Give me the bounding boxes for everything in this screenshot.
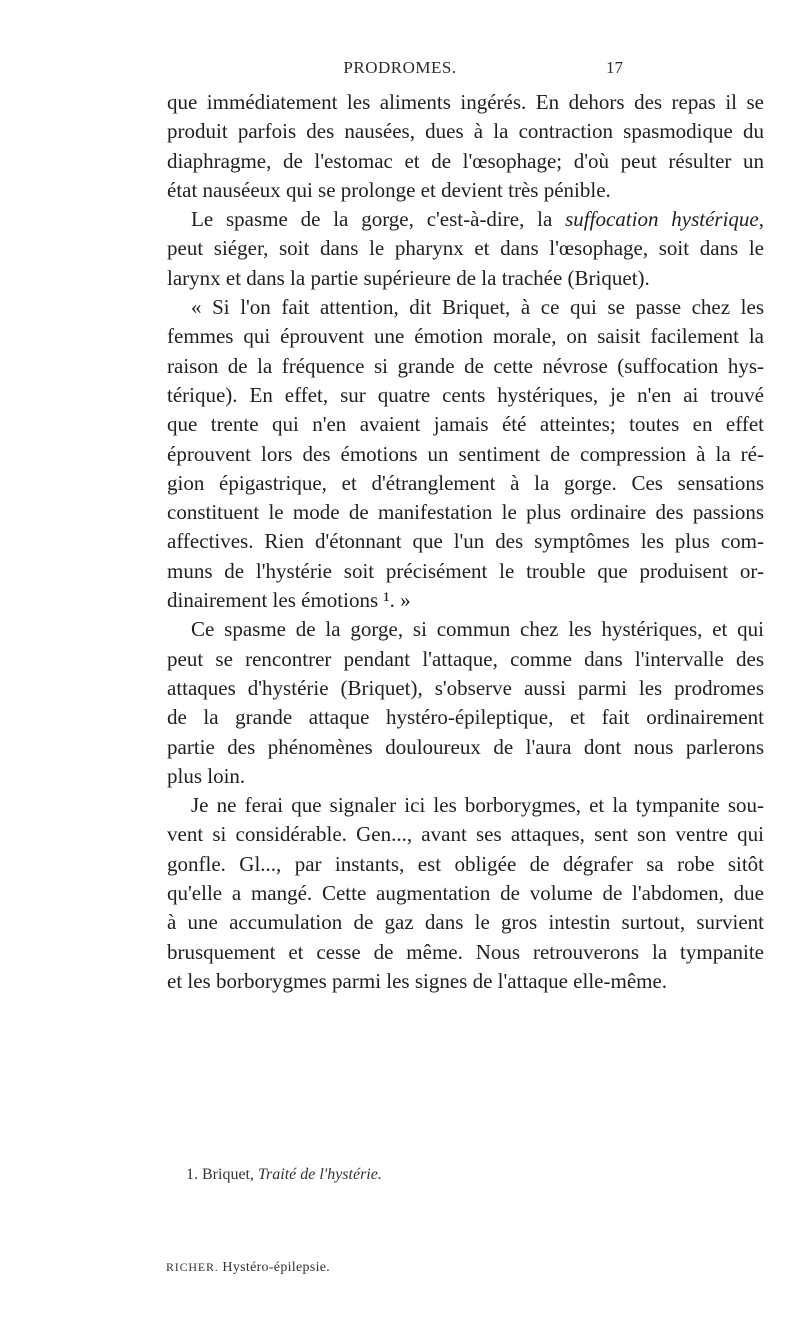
- printer-signature: [166, 1260, 330, 1276]
- text-line: larynx et dans la partie supérieure de la trachée (Briquet).: [167, 265, 650, 290]
- text-line: constituent le mode de manifestation le plus ordinaire des passions: [167, 500, 764, 525]
- text-segment: Le spasme de la gorge, c'est-à-dire, la: [191, 207, 566, 232]
- text-line: affectives. Rien d'étonnant que l'un des symptômes les plus com-: [167, 529, 764, 554]
- running-head: [0, 58, 800, 82]
- footnote: [186, 1166, 382, 1184]
- signature-work: Hystéro-épilepsie.: [222, 1260, 331, 1275]
- text-segment: ,: [758, 207, 764, 232]
- text-line: brusquement et cesse de même. Nous retrouverons la tympanite: [167, 939, 764, 964]
- text-line: peut siéger, soit dans le pharynx et dans l'œsophage, soit dans le: [167, 236, 764, 261]
- text-line: raison de la fréquence si grande de cette névrose (suffocation hys-: [167, 353, 764, 378]
- text-line: dinairement les émotions ¹. »: [167, 588, 411, 613]
- page-number: 17: [606, 58, 623, 77]
- text-line: partie des phénomènes douloureux de l'aura dont nous parlerons: [167, 734, 764, 759]
- text-line: produit parfois des nausées, dues à la contraction spasmodique du: [167, 119, 764, 144]
- text-line: gion épigastrique, et d'étranglement à la gorge. Ces sensations: [167, 470, 764, 495]
- signature-author: RICHER.: [166, 1260, 219, 1274]
- text-line: diaphragme, de l'estomac et de l'œsophage; d'où peut résulter un: [167, 148, 764, 173]
- text-line: Ce spasme de la gorge, si commun chez les hystériques, et qui: [191, 617, 764, 642]
- text-line: éprouvent lors des émotions un sentiment de compression à la ré-: [167, 441, 764, 466]
- text-line: que immédiatement les aliments ingérés. En dehors des repas il se: [167, 90, 764, 114]
- text-line: plus loin.: [167, 763, 246, 788]
- text-line: et les borborygmes parmi les signes de l'attaque elle-même.: [167, 968, 668, 993]
- text-line: gonfle. Gl..., par instants, est obligée de dégrafer sa robe sitôt: [167, 851, 764, 876]
- text-line: état nauséeux qui se prolonge et devient très pénible.: [167, 177, 611, 202]
- text-line: vent si considérable. Gen..., avant ses attaques, sent son ventre qui: [167, 822, 764, 847]
- italic-term: suffocation hystérique: [565, 207, 759, 232]
- footnote-number: 1.: [186, 1166, 198, 1183]
- text-line: attaques d'hystérie (Briquet), s'observe aussi parmi les prodromes: [167, 675, 764, 700]
- running-title: PRODROMES.: [343, 58, 457, 77]
- text-line: femmes qui éprouvent une émotion morale, on saisit facilement la: [167, 324, 764, 349]
- text-line: Je ne ferai que signaler ici les borborygmes, et la tympanite sou-: [191, 793, 764, 818]
- footnote-title: Traité de l'hystérie.: [258, 1166, 382, 1183]
- text-line: muns de l'hystérie soit précisément le trouble que produisent or-: [167, 558, 764, 583]
- text-line: peut se rencontrer pendant l'attaque, comme dans l'intervalle des: [167, 646, 764, 671]
- text-line: à une accumulation de gaz dans le gros intestin surtout, survient: [167, 910, 764, 935]
- text-line: [167, 205, 764, 234]
- footnote-author: Briquet,: [202, 1166, 254, 1183]
- text-line: térique). En effet, sur quatre cents hystériques, je n'en ai trouvé: [167, 382, 764, 407]
- text-line: « Si l'on fait attention, dit Briquet, à ce qui se passe chez les: [191, 295, 764, 320]
- text-line: de la grande attaque hystéro-épileptique, et fait ordinairement: [167, 705, 764, 730]
- body-text: [167, 88, 764, 996]
- text-line: qu'elle a mangé. Cette augmentation de volume de l'abdomen, due: [167, 881, 764, 906]
- text-line: que trente qui n'en avaient jamais été atteintes; toutes en effet: [167, 412, 764, 437]
